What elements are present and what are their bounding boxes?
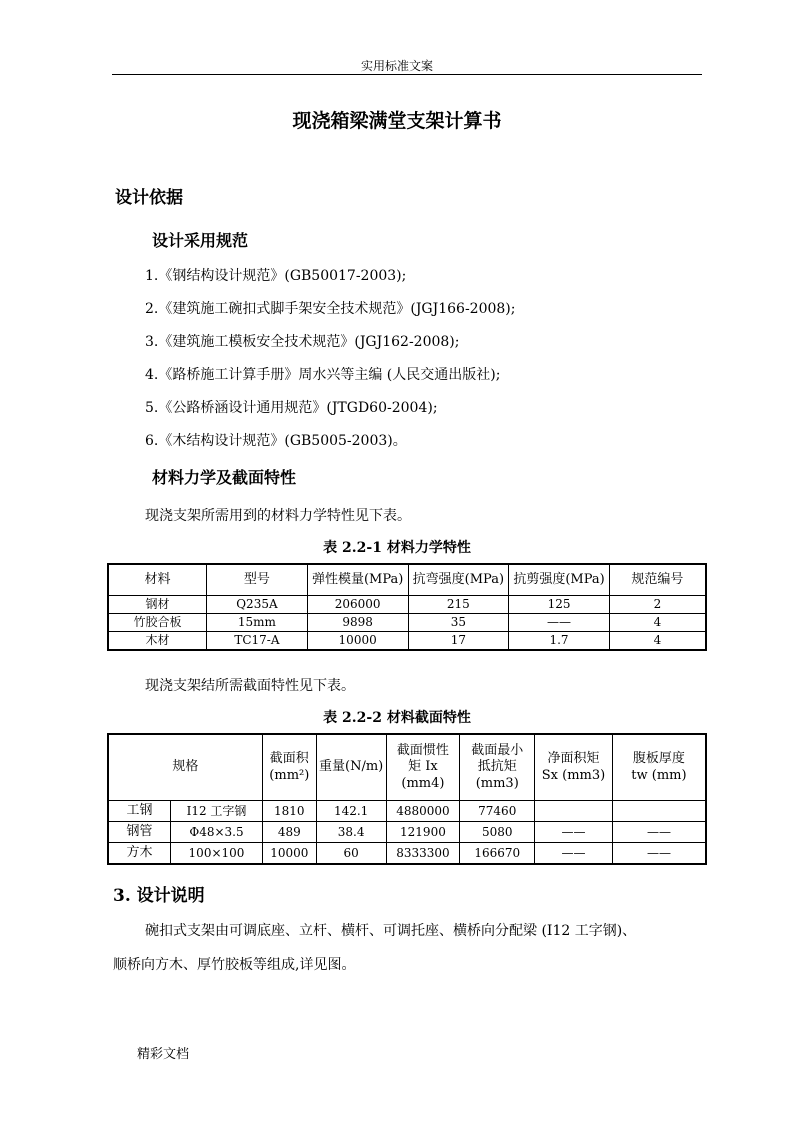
reference-item-2: 2.《建筑施工碗扣式脚手架安全技术规范》(JGJ166-2008); bbox=[145, 301, 516, 317]
reference-item-3: 3.《建筑施工模板安全技术规范》(JGJ162-2008); bbox=[145, 334, 460, 350]
table2-header-cell: 截面积 (mm²) bbox=[262, 734, 316, 801]
table-cell: 121900 bbox=[386, 822, 460, 843]
subsection-heading-materials: 材料力学及截面特性 bbox=[152, 468, 297, 487]
table-row bbox=[108, 801, 706, 822]
table-cell: 4 bbox=[609, 632, 706, 651]
table-cell: 8333300 bbox=[386, 843, 460, 865]
table-cell: 10000 bbox=[307, 632, 408, 651]
table-row bbox=[108, 596, 706, 614]
table-cell: 工钢 bbox=[108, 801, 171, 822]
table1-header-cell: 抗弯强度(MPa) bbox=[408, 564, 509, 596]
table1-caption: 表 2.2-1 材料力学特性 bbox=[323, 540, 471, 556]
table-cell: 1810 bbox=[262, 801, 316, 822]
table-row bbox=[108, 822, 706, 843]
header-rule bbox=[112, 74, 702, 75]
table-cell bbox=[612, 801, 706, 822]
table2-header-cell: 净面积矩 Sx (mm3) bbox=[535, 734, 613, 801]
table-cell: 钢管 bbox=[108, 822, 171, 843]
table-cell: 4 bbox=[609, 614, 706, 632]
paragraph-design-description-line2: 顺桥向方木、厚竹胶板等组成,详见图。 bbox=[113, 957, 356, 973]
section-heading-design-basis: 设计依据 bbox=[115, 188, 183, 208]
table-cell: 142.1 bbox=[316, 801, 386, 822]
table-cell: Q235A bbox=[207, 596, 308, 614]
table-cell: 5080 bbox=[460, 822, 535, 843]
table-cell: —— bbox=[612, 822, 706, 843]
table2-header-cell: 截面惯性 矩 Ix (mm4) bbox=[386, 734, 460, 801]
table2-header-cell: 规格 bbox=[108, 734, 262, 801]
page-header: 实用标准文案 bbox=[360, 59, 433, 73]
reference-item-4: 4.《路桥施工计算手册》周水兴等主编 (人民交通出版社); bbox=[145, 367, 501, 383]
table-cell: 17 bbox=[408, 632, 509, 651]
table-cell: 60 bbox=[316, 843, 386, 865]
table-cell: 15mm bbox=[207, 614, 308, 632]
table-cell: 1.7 bbox=[509, 632, 610, 651]
paragraph-materials-intro: 现浇支架所需用到的材料力学特性见下表。 bbox=[145, 508, 411, 524]
table-cell: 489 bbox=[262, 822, 316, 843]
section-heading-design-description: 3. 设计说明 bbox=[113, 886, 205, 906]
reference-item-5: 5.《公路桥涵设计通用规范》(JTGD60-2004); bbox=[145, 400, 438, 416]
table1-header-cell: 弹性模量(MPa) bbox=[307, 564, 408, 596]
reference-item-6: 6.《木结构设计规范》(GB5005-2003)。 bbox=[145, 433, 407, 449]
subsection-heading-codes: 设计采用规范 bbox=[152, 231, 249, 250]
table-row bbox=[108, 843, 706, 865]
table2-header-cell: 截面最小 抵抗矩 (mm3) bbox=[460, 734, 535, 801]
table-cell: 215 bbox=[408, 596, 509, 614]
table1-header-cell: 抗剪强度(MPa) bbox=[509, 564, 610, 596]
table-cell: I12 工字钢 bbox=[171, 801, 263, 822]
table2-header-cell: 腹板厚度 tw (mm) bbox=[612, 734, 706, 801]
table-cell: 35 bbox=[408, 614, 509, 632]
table2-caption: 表 2.2-2 材料截面特性 bbox=[323, 710, 471, 726]
table-cell: 206000 bbox=[307, 596, 408, 614]
table1-header-cell: 材料 bbox=[108, 564, 207, 596]
table-cell: 钢材 bbox=[108, 596, 207, 614]
material-properties-table bbox=[107, 563, 707, 651]
table2-header-row bbox=[108, 734, 706, 801]
table-cell: 2 bbox=[609, 596, 706, 614]
table-cell: —— bbox=[535, 843, 613, 865]
table1-header-row bbox=[108, 564, 706, 596]
table-cell: 38.4 bbox=[316, 822, 386, 843]
table-cell: 方木 bbox=[108, 843, 171, 865]
table-cell: —— bbox=[612, 843, 706, 865]
table-cell: 4880000 bbox=[386, 801, 460, 822]
table1-header-cell: 规范编号 bbox=[609, 564, 706, 596]
table-cell: 77460 bbox=[460, 801, 535, 822]
page-footer: 精彩文档 bbox=[137, 1047, 190, 1062]
section-properties-table bbox=[107, 733, 707, 865]
table1-header-cell: 型号 bbox=[207, 564, 308, 596]
table-cell: —— bbox=[535, 822, 613, 843]
table-cell: 100×100 bbox=[171, 843, 263, 865]
table-row bbox=[108, 614, 706, 632]
table-cell: 木材 bbox=[108, 632, 207, 651]
table-cell: 9898 bbox=[307, 614, 408, 632]
paragraph-design-description-line1: 碗扣式支架由可调底座、立杆、横杆、可调托座、横桥向分配梁 (I12 工字钢)、 bbox=[145, 923, 637, 939]
table-cell: Φ48×3.5 bbox=[171, 822, 263, 843]
paragraph-section-intro: 现浇支架结所需截面特性见下表。 bbox=[145, 678, 355, 694]
table-cell: 166670 bbox=[460, 843, 535, 865]
table-cell: 125 bbox=[509, 596, 610, 614]
table2-header-cell: 重量(N/m) bbox=[316, 734, 386, 801]
table-cell: 10000 bbox=[262, 843, 316, 865]
table-cell bbox=[535, 801, 613, 822]
document-title: 现浇箱梁满堂支架计算书 bbox=[292, 110, 502, 132]
table-cell: 竹胶合板 bbox=[108, 614, 207, 632]
table-cell: TC17-A bbox=[207, 632, 308, 651]
table-row bbox=[108, 632, 706, 651]
reference-item-1: 1.《钢结构设计规范》(GB50017-2003); bbox=[145, 268, 407, 284]
table-cell: —— bbox=[509, 614, 610, 632]
